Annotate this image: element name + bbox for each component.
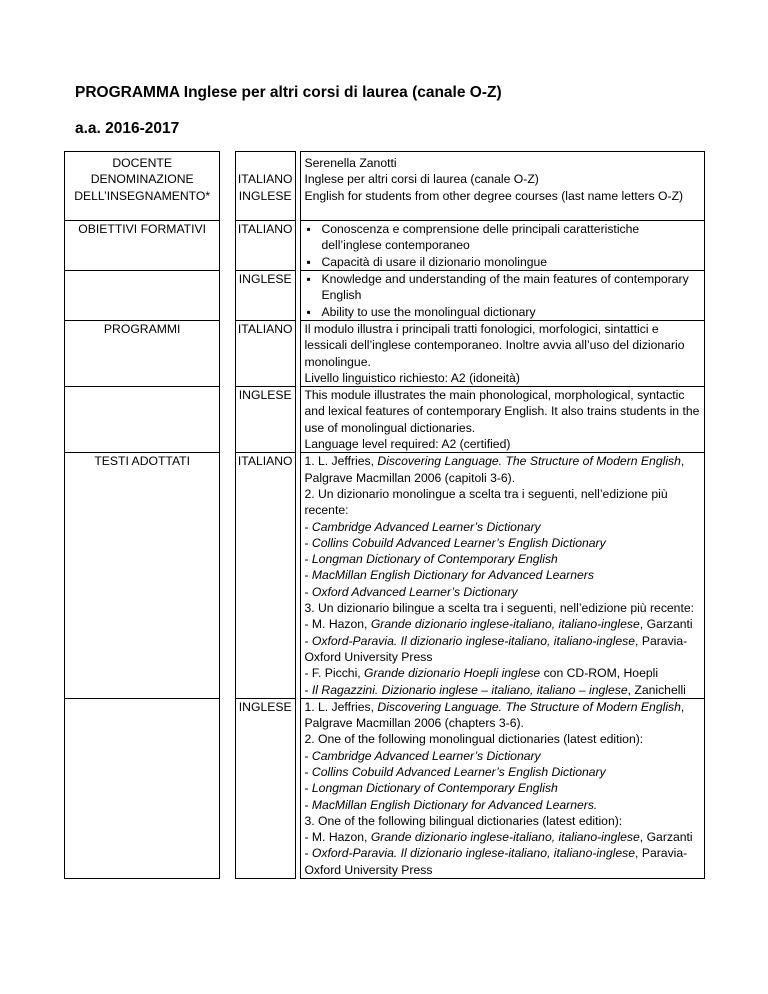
ref-publisher: , Garzanti: [639, 617, 693, 632]
table-row-programmi-it: [65, 320, 705, 386]
lang-cell-obiettivi-it: [235, 221, 295, 271]
list-item: [304, 665, 700, 681]
list-item: - Cambridge Advanced Learner’s Dictionary: [304, 519, 541, 534]
docente-name: Serenella Zanotti: [304, 156, 397, 170]
dictionary-title: Cambridge Advanced Learner’s Dictionary: [311, 748, 541, 763]
list-item: ▪ Ability to use the monolingual dictionary: [304, 304, 700, 320]
label-cell-empty: [65, 271, 220, 321]
dictionary-title: Grande dizionario Hoepli inglese: [364, 666, 541, 681]
value-cell-programmi-en: [301, 387, 705, 453]
obiettivi-list-en: [304, 271, 700, 320]
dictionary-title: Grande dizionario inglese-italiano, italiano-inglese: [370, 830, 640, 845]
dictionary-title: Oxford-Paravia. Il dizionario inglese-italiano, italiano-inglese: [311, 846, 636, 861]
ref-publisher: , Paravia-Oxford University Press: [304, 633, 688, 664]
table-row-obiettivi-it: [65, 221, 705, 271]
list-item: - MacMillan English Dictionary for Advanced Learners: [304, 568, 594, 583]
list-item: ▪ Knowledge and understanding of the main features of contemporary English: [304, 271, 700, 304]
label-cell-docente: [65, 152, 220, 221]
denominazione-en: English for students from other degree courses (last name letters O-Z): [304, 188, 684, 203]
value-cell-programmi-it: [301, 320, 705, 386]
dictionary-title: Oxford Advanced Learner’s Dictionary: [311, 584, 518, 599]
ref-author: 1. L. Jeffries,: [304, 454, 378, 469]
list-item: - Oxford-Paravia. Il dizionario inglese-italiano, italiano-inglese, Paravia-Oxford University Press: [304, 633, 688, 664]
testi-ref2-intro-en: 2. One of the following monolingual dictionaries (latest edition):: [304, 732, 644, 747]
list-item: - Collins Cobuild Advanced Learner’s English Dictionary: [304, 764, 606, 779]
label-insegnamento: DELL’INSEGNAMENTO*: [74, 188, 211, 203]
dictionary-title: Grande dizionario inglese-italiano, italiano-inglese: [370, 617, 640, 632]
lang-cell-obiettivi-en: [235, 271, 295, 321]
academic-year: a.a. 2016-2017: [75, 120, 180, 137]
programmi-text-en: This module illustrates the main phonological, morphological, syntactic and lexical features of contemporary English. It also trains students in the use of monolingual dictionaries.: [304, 388, 700, 435]
label-obiettivi: OBIETTIVI FORMATIVI: [78, 222, 207, 237]
table-row-programmi-en: [65, 387, 705, 453]
program-table: [64, 151, 705, 879]
ref-publisher: con CD-ROM, Hoepli: [540, 666, 659, 681]
label-cell-empty: [65, 387, 220, 453]
obiettivi-list-it: [304, 221, 700, 270]
value-cell-obiettivi-en: [301, 271, 705, 321]
label-cell-testi: [65, 453, 220, 698]
label-testi: TESTI ADOTTATI: [94, 454, 191, 469]
dictionary-title: Il Ragazzini. Dizionario inglese – italiano, italiano – inglese: [311, 682, 628, 697]
testi-ref2-intro-it: 2. Un dizionario monolingue a scelta tra i seguenti, nell’edizione più recente:: [304, 486, 668, 518]
label-cell-obiettivi: [65, 221, 220, 271]
dictionary-title: MacMillan English Dictionary for Advanced Learners: [311, 568, 594, 583]
dictionary-title: Oxford-Paravia. Il dizionario inglese-italiano, italiano-inglese: [311, 633, 636, 648]
dictionary-title: Collins Cobuild Advanced Learner’s English Dictionary: [311, 764, 606, 779]
list-item: [304, 829, 700, 845]
value-cell-testi-en: [301, 698, 705, 878]
value-cell-obiettivi-it: [301, 221, 705, 271]
testi-ref3-intro-en: 3. One of the following bilingual dictionaries (latest edition):: [304, 813, 623, 828]
dictionary-title: Longman Dictionary of Contemporary English: [311, 552, 558, 567]
table-row-testi-it: [65, 453, 705, 698]
ref-author: - F. Picchi,: [304, 666, 365, 681]
lang-cell-testi-en: [235, 698, 295, 878]
ref-title: Discovering Language. The Structure of Modern English: [377, 454, 681, 469]
list-item: - Il Ragazzini. Dizionario inglese – italiano, italiano – inglese, Zanichelli: [304, 682, 686, 697]
programmi-text-it: Il modulo illustra i principali tratti fonologici, morfologici, sintattici e lessicali dell’inglese contemporaneo. Inoltre avvia all’uso del dizionario monolingue.: [304, 321, 685, 369]
ref-publisher: , Garzanti: [639, 830, 693, 845]
lang-label-en: INGLESE: [238, 272, 292, 287]
lang-label-it: ITALIANO: [237, 222, 293, 237]
label-programmi: PROGRAMMI: [103, 321, 181, 336]
denominazione-it: Inglese per altri corsi di laurea (canale O-Z): [304, 172, 539, 187]
testi-ref1-it: [304, 453, 700, 486]
list-item: - Oxford-Paravia. Il dizionario inglese-italiano, italiano-inglese, Paravia-Oxford University Press: [304, 846, 688, 877]
lang-cell-denominazione: [235, 152, 295, 221]
programmi-level-it: Livello linguistico richiesto: A2 (idoneità): [304, 370, 520, 385]
ref-publisher: , Palgrave Macmillan 2006 (chapters 3-6).: [304, 699, 685, 731]
label-denominazione: DENOMINAZIONE: [90, 172, 194, 187]
list-item: - Cambridge Advanced Learner’s Dictionary: [304, 748, 541, 763]
lang-label-en: INGLESE: [238, 699, 292, 714]
ref-publisher: , Palgrave Macmillan 2006 (capitoli 3-6).: [304, 454, 685, 485]
lang-label-it: ITALIANO: [237, 172, 293, 187]
ref-author: - M. Hazon,: [304, 830, 371, 845]
list-item: ▪ Capacità di usare il dizionario monolingue: [304, 254, 700, 270]
list-item: ▪ Conoscenza e comprensione delle principali caratteristiche dell’inglese contemporaneo: [304, 221, 700, 254]
list-item: - Collins Cobuild Advanced Learner’s English Dictionary: [304, 535, 606, 550]
ref-publisher: , Paravia-Oxford University Press: [304, 846, 688, 877]
dictionary-title: MacMillan English Dictionary for Advanced Learners.: [311, 797, 598, 812]
programmi-level-en: Language level required: A2 (certified): [304, 437, 511, 452]
label-docente: DOCENTE: [112, 156, 172, 170]
ref-author: - M. Hazon,: [304, 617, 371, 632]
dictionary-title: Longman Dictionary of Contemporary English: [311, 781, 558, 796]
dictionary-title: Cambridge Advanced Learner’s Dictionary: [311, 519, 541, 534]
ref-publisher: , Zanichelli: [627, 682, 686, 697]
list-item: [304, 616, 700, 632]
testi-ref1-en: [304, 699, 700, 732]
lang-label-en: INGLESE: [238, 388, 292, 403]
list-item: - Oxford Advanced Learner’s Dictionary: [304, 584, 518, 599]
table-row-docente: [65, 152, 705, 221]
value-cell-testi-it: [301, 453, 705, 698]
dictionary-title: Collins Cobuild Advanced Learner’s English Dictionary: [311, 535, 606, 550]
lang-cell-programmi-it: [235, 320, 295, 386]
list-item: - MacMillan English Dictionary for Advanced Learners.: [304, 797, 598, 812]
testi-ref3-intro-it: 3. Un dizionario bilingue a scelta tra i seguenti, nell’edizione più recente:: [304, 601, 695, 616]
lang-label-it: ITALIANO: [237, 454, 293, 469]
list-item: - Longman Dictionary of Contemporary English: [304, 552, 558, 567]
lang-label-en: INGLESE: [238, 188, 292, 203]
lang-label-it: ITALIANO: [237, 321, 293, 336]
ref-title: Discovering Language. The Structure of Modern English: [377, 699, 681, 714]
lang-cell-testi-it: [235, 453, 295, 698]
lang-cell-programmi-en: [235, 387, 295, 453]
value-cell-docente: [301, 152, 705, 221]
table-row-obiettivi-en: [65, 271, 705, 321]
ref-author: 1. L. Jeffries,: [304, 699, 378, 714]
table-row-testi-en: [65, 698, 705, 878]
page-title: PROGRAMMA Inglese per altri corsi di laurea (canale O-Z): [75, 84, 502, 101]
list-item: - Longman Dictionary of Contemporary English: [304, 781, 558, 796]
label-cell-empty: [65, 698, 220, 878]
label-cell-programmi: [65, 320, 220, 386]
